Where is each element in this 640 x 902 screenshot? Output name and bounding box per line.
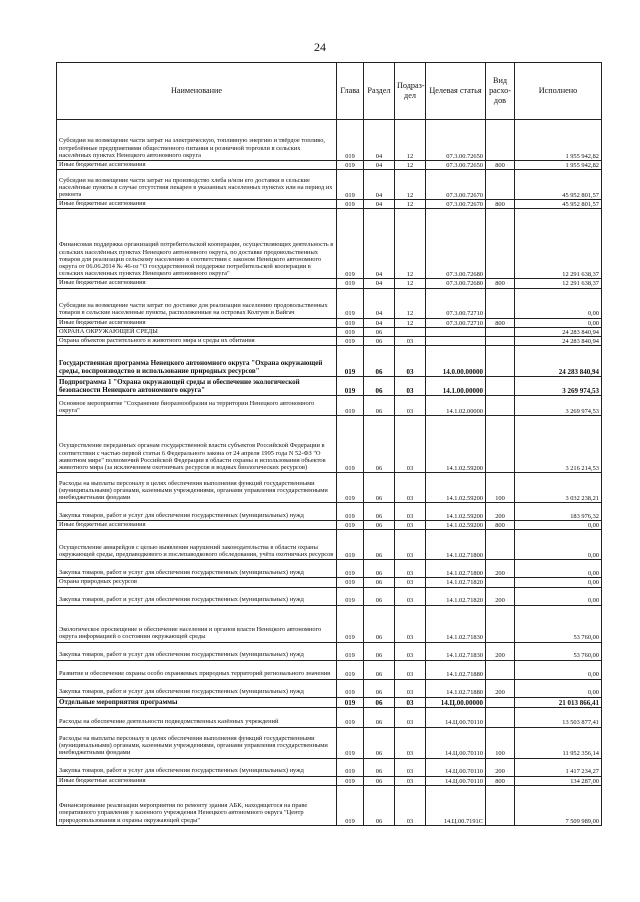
- cell-ispolneno: 0,00: [515, 560, 602, 578]
- table-row: [57, 161, 602, 170]
- cell-podrazdel: 03: [395, 521, 426, 530]
- cell-glava: 019: [337, 697, 364, 707]
- cell-razdel: 06: [364, 327, 395, 336]
- cell-statya: 07.3.00.72680: [426, 209, 486, 279]
- cell-razdel: 04: [364, 120, 395, 161]
- cell-statya: 07.3.00.72650: [426, 120, 486, 161]
- cell-glava: 019: [337, 660, 364, 679]
- cell-razdel: 06: [364, 587, 395, 605]
- cell-razdel: 06: [364, 521, 395, 530]
- cell-statya: 14.Ц.00.00000: [426, 697, 486, 707]
- cell-name: [57, 503, 337, 521]
- table-row: [57, 642, 602, 660]
- cell-ispolneno: 3 216 214,53: [515, 416, 602, 473]
- row-name-text: Государственная программа Ненецкого автономного округа "Охрана окружающей среды, воспроизводство и использование природных ресурсов": [59, 359, 323, 376]
- cell-podrazdel: 03: [395, 416, 426, 473]
- cell-statya: 14.1.02.59200: [426, 521, 486, 530]
- cell-razdel: 04: [364, 161, 395, 170]
- cell-statya: 14.1.02.71880: [426, 660, 486, 679]
- cell-podrazdel: 03: [395, 679, 426, 697]
- cell-name: [57, 679, 337, 697]
- cell-ispolneno: 24 283 840,94: [515, 337, 602, 346]
- cell-vid: [486, 327, 515, 336]
- row-name-text: Охрана природных ресурсов: [59, 578, 138, 586]
- table-row: [57, 605, 602, 642]
- cell-statya: 14.1.02.59200: [426, 416, 486, 473]
- cell-glava: 019: [337, 279, 364, 288]
- cell-vid: 200: [486, 503, 515, 521]
- cell-razdel: 04: [364, 170, 395, 200]
- cell-statya: 14.1.02.71830: [426, 605, 486, 642]
- header-vid: Вид расхо-дов: [486, 63, 515, 120]
- cell-ispolneno: 13 503 877,41: [515, 707, 602, 727]
- cell-glava: 019: [337, 416, 364, 473]
- cell-glava: 019: [337, 170, 364, 200]
- cell-razdel: 06: [364, 697, 395, 707]
- table-row: [57, 660, 602, 679]
- cell-ispolneno: 24 283 840,94: [515, 327, 602, 336]
- header-ispolneno: Исполнено: [515, 63, 602, 120]
- cell-podrazdel: 03: [395, 377, 426, 396]
- cell-podrazdel: 03: [395, 660, 426, 679]
- cell-ispolneno: 12 291 638,37: [515, 209, 602, 279]
- table-row: [57, 377, 602, 396]
- cell-razdel: 06: [364, 727, 395, 758]
- row-name-text: Экологическое просвещение и обеспечение населения и органов власти Ненецкого автономного округа информацией о состоянии окружающей среды: [59, 626, 322, 641]
- cell-ispolneno: 7 509 989,00: [515, 785, 602, 825]
- row-name-text: Закупка товаров, работ и услуг для обеспечения государственных (муниципальных) нужд: [59, 688, 304, 696]
- cell-podrazdel: 03: [395, 337, 426, 346]
- row-name-text: Подпрограмма 1 "Охрана окружающей среды и обеспечение экологической безопасности Ненецкого автономного округа": [59, 378, 300, 395]
- cell-statya: 14.1.02.71800: [426, 530, 486, 560]
- cell-podrazdel: 12: [395, 209, 426, 279]
- row-name-text: Иные бюджетные ассигнования: [59, 161, 146, 168]
- cell-name: [57, 170, 337, 200]
- cell-vid: [486, 785, 515, 825]
- cell-podrazdel: 12: [395, 318, 426, 327]
- cell-statya: 14.Ц.00.70110: [426, 727, 486, 758]
- row-name-text: Субсидии на возмещение части затрат на производство хлеба и/или его доставки в сельские населённые пункты в случае отсутствия пекарен в указанных населенных пунктах или на период их ремонта: [59, 176, 333, 198]
- cell-ispolneno: 11 952 356,14: [515, 727, 602, 758]
- cell-name: [57, 416, 337, 473]
- cell-razdel: 06: [364, 416, 395, 473]
- cell-vid: [486, 578, 515, 587]
- cell-vid: 800: [486, 279, 515, 288]
- cell-podrazdel: 03: [395, 697, 426, 707]
- cell-vid: 200: [486, 560, 515, 578]
- cell-podrazdel: 03: [395, 776, 426, 785]
- cell-ispolneno: 0,00: [515, 660, 602, 679]
- cell-statya: 07.3.00.72680: [426, 279, 486, 288]
- cell-glava: 019: [337, 776, 364, 785]
- cell-ispolneno: 3 269 974,53: [515, 377, 602, 396]
- cell-podrazdel: 03: [395, 587, 426, 605]
- cell-glava: 019: [337, 530, 364, 560]
- cell-glava: 019: [337, 377, 364, 396]
- cell-name: [57, 697, 337, 707]
- cell-razdel: 06: [364, 560, 395, 578]
- table-header-row: [57, 63, 602, 120]
- cell-statya: 14.1.02.59200: [426, 473, 486, 503]
- cell-razdel: 06: [364, 346, 395, 377]
- table-row: [57, 327, 602, 336]
- cell-ispolneno: 1 417 234,27: [515, 758, 602, 776]
- table-row: [57, 337, 602, 346]
- cell-podrazdel: 03: [395, 346, 426, 377]
- cell-name: [57, 530, 337, 560]
- header-razdel: Раздел: [364, 63, 395, 120]
- table-row: [57, 503, 602, 521]
- row-name-text: Закупка товаров, работ и услуг для обеспечения государственных (муниципальных) нужд: [59, 767, 304, 775]
- cell-razdel: 06: [364, 642, 395, 660]
- cell-statya: 14.1.00.00000: [426, 377, 486, 396]
- cell-glava: 019: [337, 758, 364, 776]
- cell-razdel: 06: [364, 776, 395, 785]
- cell-vid: 200: [486, 758, 515, 776]
- cell-statya: 14.1.02.00000: [426, 396, 486, 416]
- cell-ispolneno: 0,00: [515, 521, 602, 530]
- header-name: Наименование: [57, 63, 337, 120]
- cell-name: [57, 707, 337, 727]
- cell-name: [57, 318, 337, 327]
- cell-razdel: 04: [364, 318, 395, 327]
- cell-podrazdel: 03: [395, 642, 426, 660]
- page-number: 24: [314, 40, 326, 54]
- cell-razdel: 06: [364, 530, 395, 560]
- cell-glava: 019: [337, 396, 364, 416]
- cell-vid: 200: [486, 587, 515, 605]
- cell-glava: 019: [337, 327, 364, 336]
- cell-name: [57, 587, 337, 605]
- cell-statya: 07.3.00.72670: [426, 170, 486, 200]
- cell-ispolneno: 53 760,00: [515, 642, 602, 660]
- row-name-text: Отдельные мероприятия программы: [59, 697, 178, 706]
- cell-ispolneno: 1 955 942,82: [515, 161, 602, 170]
- cell-razdel: 04: [364, 279, 395, 288]
- cell-ispolneno: 45 952 801,57: [515, 200, 602, 209]
- row-name-text: Осуществление переданных органам государственной власти субъектов Российской Федерации в соответствии с частью первой статьи 6 Федерального закона от 24 апреля 1995 года N 52-ФЗ "О животном мире" полномочий Российской Федерации в области охраны и использования объектов животного мира (за исключением охотничьих ресурсов и водных биологических ресурсов): [59, 442, 326, 472]
- cell-name: [57, 377, 337, 396]
- table-body: [57, 120, 602, 826]
- cell-name: [57, 727, 337, 758]
- cell-podrazdel: 03: [395, 473, 426, 503]
- cell-glava: 019: [337, 578, 364, 587]
- cell-statya: 14.Ц.00.70110: [426, 776, 486, 785]
- row-name-text: ОХРАНА ОКРУЖАЮЩЕЙ СРЕДЫ: [59, 327, 158, 335]
- row-name-text: Осуществление авиарейдов с целью выявления нарушений законодательства в области охраны окружающей среды, предпаводкового и послепаводкового обследования, учёта охотничьих ресурсов: [59, 544, 334, 559]
- cell-ispolneno: 53 760,00: [515, 605, 602, 642]
- table-row: [57, 473, 602, 503]
- cell-name: [57, 337, 337, 346]
- table-row: [57, 346, 602, 377]
- cell-podrazdel: 12: [395, 120, 426, 161]
- header-glava: Глава: [337, 63, 364, 120]
- cell-vid: [486, 697, 515, 707]
- cell-podrazdel: 03: [395, 578, 426, 587]
- cell-razdel: 06: [364, 758, 395, 776]
- table-row: [57, 209, 602, 279]
- cell-vid: 100: [486, 473, 515, 503]
- row-name-text: Развитие и обеспечение охраны особо охраняемых природных территорий регионального значения: [59, 670, 331, 678]
- row-name-text: Субсидии на возмещение части затрат по доставке для реализации населению продовольственных товаров в сельские населенные пункты, расположенные на островах Колгуев и Вайгач: [59, 302, 328, 317]
- cell-statya: 14.1.02.71800: [426, 560, 486, 578]
- cell-vid: [486, 120, 515, 161]
- cell-ispolneno: 3 269 974,53: [515, 396, 602, 416]
- table-row: [57, 416, 602, 473]
- cell-glava: 019: [337, 288, 364, 318]
- cell-vid: 800: [486, 521, 515, 530]
- cell-name: [57, 521, 337, 530]
- cell-podrazdel: 03: [395, 758, 426, 776]
- cell-statya: 14.1.02.71880: [426, 679, 486, 697]
- cell-statya: 07.3.00.72650: [426, 161, 486, 170]
- row-name-text: Иные бюджетные ассигнования: [59, 279, 146, 287]
- cell-glava: 019: [337, 679, 364, 697]
- cell-statya: 07.3.00.72670: [426, 200, 486, 209]
- row-name-text: Расходы на выплаты персоналу в целях обеспечения выполнения функций государственными (муниципальными) органами, казенными учреждениями, органами управления государственными внебюджетными фондами: [59, 479, 328, 502]
- cell-statya: [426, 337, 486, 346]
- table-row: [57, 697, 602, 707]
- row-name-text: Иные бюджетные ассигнования: [59, 776, 146, 784]
- cell-glava: 019: [337, 707, 364, 727]
- budget-table: [56, 62, 602, 826]
- row-name-text: Иные бюджетные ассигнования: [59, 318, 146, 326]
- cell-glava: 019: [337, 209, 364, 279]
- cell-ispolneno: 0,00: [515, 587, 602, 605]
- cell-statya: 14.0.00.00000: [426, 346, 486, 377]
- cell-razdel: 06: [364, 473, 395, 503]
- table-row: [57, 521, 602, 530]
- cell-podrazdel: 03: [395, 605, 426, 642]
- table-row: [57, 170, 602, 200]
- cell-vid: 800: [486, 161, 515, 170]
- cell-vid: [486, 170, 515, 200]
- cell-vid: 200: [486, 679, 515, 697]
- cell-glava: 019: [337, 337, 364, 346]
- cell-name: [57, 785, 337, 825]
- row-name-text: Иные бюджетные ассигнования: [59, 521, 146, 529]
- cell-ispolneno: 0,00: [515, 578, 602, 587]
- table-row: [57, 560, 602, 578]
- cell-ispolneno: 183 976,32: [515, 503, 602, 521]
- cell-statya: 07.3.00.72710: [426, 318, 486, 327]
- row-name-text: Охрана объектов растительного и животного мира и среды их обитания: [59, 337, 255, 345]
- row-name-text: Субсидии на возмещение части затрат на электрическую, топливную энергию и твёрдое топливо, потреблённые предприятиями общественного питания и розничной торговли в сельских населённых пунктах Ненецкого автономного округа: [59, 137, 326, 159]
- cell-podrazdel: 03: [395, 396, 426, 416]
- cell-vid: [486, 605, 515, 642]
- cell-name: [57, 758, 337, 776]
- cell-glava: 019: [337, 200, 364, 209]
- cell-razdel: 06: [364, 660, 395, 679]
- cell-glava: 019: [337, 587, 364, 605]
- cell-vid: [486, 288, 515, 318]
- cell-ispolneno: 21 013 866,41: [515, 697, 602, 707]
- row-name-text: Основное мероприятие "Сохранение биоразнообразия на территории Ненецкого автономного округа": [59, 399, 315, 415]
- cell-name: [57, 660, 337, 679]
- cell-vid: 800: [486, 318, 515, 327]
- cell-name: [57, 560, 337, 578]
- cell-razdel: 06: [364, 377, 395, 396]
- cell-name: [57, 200, 337, 209]
- row-name-text: Финансирование реализации мероприятия по ремонту здания АБК, находящегося на праве оперативного управления у казенного учреждения Ненецкого автономного округа "Центр природопользования и охраны окружающей среды": [59, 802, 308, 824]
- table-row: [57, 707, 602, 727]
- cell-glava: 019: [337, 473, 364, 503]
- table-row: [57, 679, 602, 697]
- row-name-text: Финансовая поддержка организаций потребительской кооперации, осуществляющих деятельность в сельских населённых пунктах Ненецкого автономного округа, по доставке продовольственных товаров для реализации сельскому населению в соответствии с законом Ненецкого автономного округа от 06.06.2014 № 46-оз "О государственной поддержке потребительской кооперации в сельских населенных пунктах Ненецкого автономного округа": [59, 241, 334, 278]
- cell-razdel: 06: [364, 396, 395, 416]
- cell-razdel: 04: [364, 288, 395, 318]
- cell-vid: [486, 416, 515, 473]
- cell-glava: 019: [337, 727, 364, 758]
- cell-name: [57, 578, 337, 587]
- cell-podrazdel: 12: [395, 288, 426, 318]
- cell-razdel: 06: [364, 707, 395, 727]
- table-row: [57, 396, 602, 416]
- cell-podrazdel: 12: [395, 170, 426, 200]
- cell-ispolneno: 134 287,00: [515, 776, 602, 785]
- cell-name: [57, 605, 337, 642]
- cell-vid: 200: [486, 642, 515, 660]
- header-podrazdel: Подраз-дел: [395, 63, 426, 120]
- cell-statya: 14.1.02.71830: [426, 642, 486, 660]
- cell-vid: [486, 346, 515, 377]
- cell-statya: [426, 327, 486, 336]
- cell-glava: 019: [337, 318, 364, 327]
- cell-ispolneno: 0,00: [515, 530, 602, 560]
- cell-glava: 019: [337, 346, 364, 377]
- table-row: [57, 288, 602, 318]
- cell-glava: 019: [337, 785, 364, 825]
- cell-name: [57, 120, 337, 161]
- table-row: [57, 785, 602, 825]
- cell-name: [57, 346, 337, 377]
- cell-podrazdel: 12: [395, 279, 426, 288]
- table-row: [57, 578, 602, 587]
- cell-ispolneno: 0,00: [515, 679, 602, 697]
- cell-statya: 14.1.02.71820: [426, 578, 486, 587]
- cell-glava: 019: [337, 521, 364, 530]
- cell-statya: 07.3.00.72710: [426, 288, 486, 318]
- cell-vid: [486, 377, 515, 396]
- cell-vid: [486, 707, 515, 727]
- row-name-text: Иные бюджетные ассигнования: [59, 200, 146, 208]
- cell-name: [57, 396, 337, 416]
- cell-vid: [486, 530, 515, 560]
- cell-ispolneno: 3 032 238,21: [515, 473, 602, 503]
- cell-vid: 800: [486, 200, 515, 209]
- cell-podrazdel: 03: [395, 530, 426, 560]
- cell-name: [57, 473, 337, 503]
- row-name-text: Расходы на обеспечение деятельности подведомственных казённых учреждений: [59, 718, 279, 726]
- cell-name: [57, 288, 337, 318]
- cell-statya: 14.Ц.00.70110: [426, 758, 486, 776]
- cell-glava: 019: [337, 642, 364, 660]
- cell-ispolneno: 24 283 840,94: [515, 346, 602, 377]
- cell-podrazdel: 03: [395, 727, 426, 758]
- table-row: [57, 758, 602, 776]
- row-name-text: Закупка товаров, работ и услуг для обеспечения государственных (муниципальных) нужд: [59, 596, 304, 604]
- cell-name: [57, 327, 337, 336]
- cell-glava: 019: [337, 605, 364, 642]
- cell-razdel: 04: [364, 200, 395, 209]
- cell-glava: 019: [337, 120, 364, 161]
- cell-ispolneno: 0,00: [515, 318, 602, 327]
- table-row: [57, 318, 602, 327]
- cell-podrazdel: 03: [395, 503, 426, 521]
- cell-vid: [486, 660, 515, 679]
- cell-name: [57, 279, 337, 288]
- row-name-text: Закупка товаров, работ и услуг для обеспечения государственных (муниципальных) нужд: [59, 569, 304, 577]
- cell-vid: 800: [486, 776, 515, 785]
- cell-podrazdel: 12: [395, 161, 426, 170]
- cell-razdel: 06: [364, 785, 395, 825]
- row-name-text: Расходы на выплаты персоналу в целях обеспечения выполнения функций государственными (муниципальными) органами, казенными учреждениями, органами управления государственными внебюджетными фондами: [59, 735, 328, 757]
- table-row: [57, 200, 602, 209]
- cell-razdel: 06: [364, 503, 395, 521]
- cell-name: [57, 161, 337, 170]
- cell-podrazdel: 03: [395, 785, 426, 825]
- cell-glava: 019: [337, 161, 364, 170]
- cell-vid: 100: [486, 727, 515, 758]
- cell-vid: [486, 337, 515, 346]
- cell-ispolneno: 0,00: [515, 288, 602, 318]
- header-statya: Целевая статья: [426, 63, 486, 120]
- cell-podrazdel: 12: [395, 200, 426, 209]
- table-row: [57, 279, 602, 288]
- row-name-text: Закупка товаров, работ и услуг для обеспечения государственных (муниципальных) нужд: [59, 651, 304, 659]
- cell-razdel: 06: [364, 578, 395, 587]
- table-row: [57, 587, 602, 605]
- cell-vid: [486, 209, 515, 279]
- cell-podrazdel: [395, 327, 426, 336]
- cell-ispolneno: 12 291 638,37: [515, 279, 602, 288]
- cell-vid: [486, 396, 515, 416]
- cell-name: [57, 642, 337, 660]
- cell-statya: 14.Ц.00.70110: [426, 707, 486, 727]
- cell-podrazdel: 03: [395, 707, 426, 727]
- cell-statya: 14.1.02.59200: [426, 503, 486, 521]
- cell-ispolneno: 1 955 942,82: [515, 120, 602, 161]
- table-row: [57, 120, 602, 161]
- cell-razdel: 04: [364, 209, 395, 279]
- table-row: [57, 727, 602, 758]
- table-row: [57, 776, 602, 785]
- cell-razdel: 06: [364, 337, 395, 346]
- cell-glava: 019: [337, 503, 364, 521]
- cell-statya: 14.Ц.00.7191С: [426, 785, 486, 825]
- table-row: [57, 530, 602, 560]
- cell-name: [57, 776, 337, 785]
- cell-name: [57, 209, 337, 279]
- cell-podrazdel: 03: [395, 560, 426, 578]
- cell-ispolneno: 45 952 801,57: [515, 170, 602, 200]
- cell-statya: 14.1.02.71820: [426, 587, 486, 605]
- row-name-text: Закупка товаров, работ и услуг для обеспечения государственных (муниципальных) нужд: [59, 512, 304, 520]
- cell-glava: 019: [337, 560, 364, 578]
- cell-razdel: 06: [364, 679, 395, 697]
- cell-razdel: 06: [364, 605, 395, 642]
